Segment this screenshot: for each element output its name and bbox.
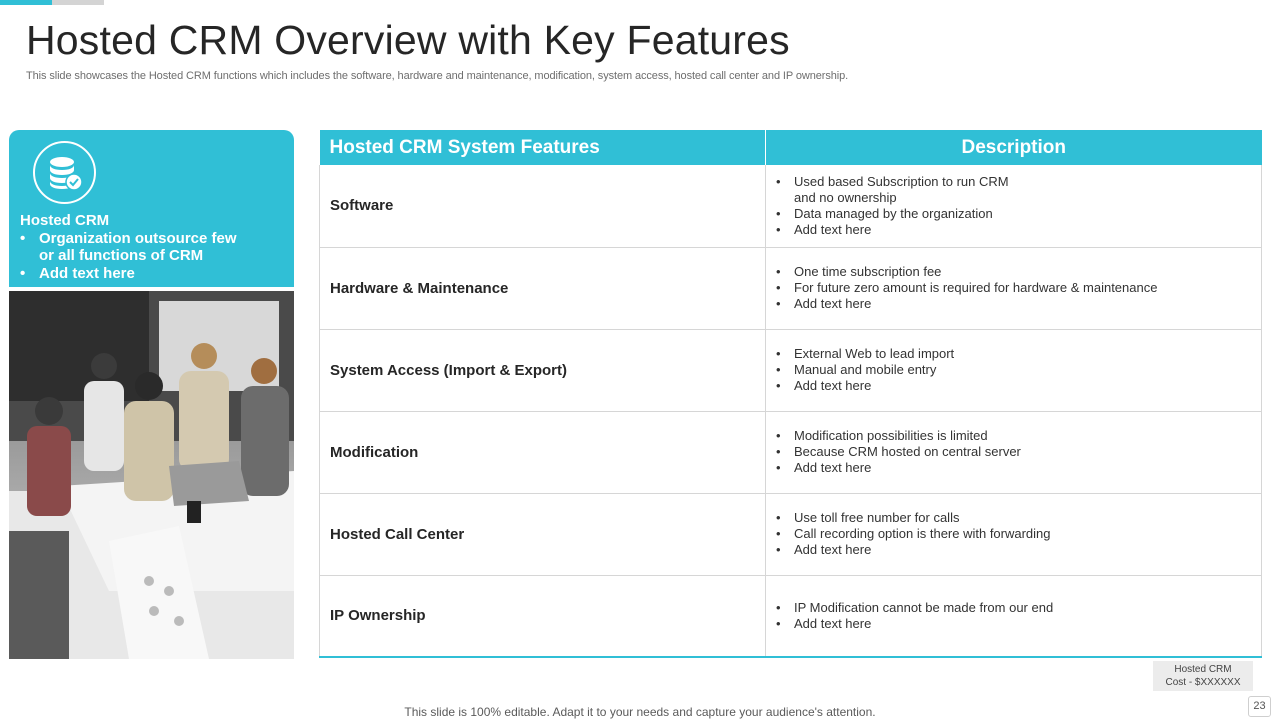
header-description: Description: [766, 130, 1262, 165]
slide-title: Hosted CRM Overview with Key Features: [26, 17, 790, 63]
panel-bullet: • Organization outsource few or all functions of CRM: [20, 230, 250, 264]
description-cell: [766, 329, 1262, 411]
description-cell: [766, 247, 1262, 329]
description-item: • External Web to lead import: [776, 346, 1261, 362]
top-accent-bar-gray: [52, 0, 104, 5]
description-item: • Because CRM hosted on central server: [776, 444, 1261, 460]
table-row: [320, 247, 1262, 329]
feature-cell: Software: [320, 165, 766, 247]
description-item: • Add text here: [776, 460, 1261, 476]
table-header-row: [320, 130, 1262, 165]
feature-cell: Hardware & Maintenance: [320, 247, 766, 329]
table-row: [320, 493, 1262, 575]
page-number: 23: [1248, 696, 1271, 717]
description-item: • IP Modification cannot be made from our end: [776, 600, 1261, 616]
footer-text: This slide is 100% editable. Adapt it to your needs and capture your audience's attention.: [404, 705, 876, 719]
description-item: • Add text here: [776, 296, 1261, 312]
description-item: • Add text here: [776, 616, 1261, 632]
cost-label-line2: Cost - $XXXXXX: [1165, 677, 1241, 688]
features-table: [319, 130, 1262, 658]
feature-cell: IP Ownership: [320, 575, 766, 657]
description-item: • Modification possibilities is limited: [776, 428, 1261, 444]
table-row: [320, 329, 1262, 411]
header-features: Hosted CRM System Features: [320, 130, 766, 165]
table-row: [320, 575, 1262, 657]
team-meeting-photo: [9, 291, 294, 659]
feature-cell: Modification: [320, 411, 766, 493]
top-accent-bar: [0, 0, 52, 5]
panel-heading: Hosted CRM: [20, 212, 110, 229]
description-item: • Data managed by the organization: [776, 206, 1261, 222]
description-item: • Call recording option is there with forwarding: [776, 526, 1261, 542]
description-item: • Add text here: [776, 378, 1261, 394]
table-row: [320, 411, 1262, 493]
cost-label-line1: Hosted CRM: [1174, 664, 1232, 675]
description-item: • Used based Subscription to run CRM and no ownership: [776, 174, 1016, 206]
table-row: [320, 165, 1262, 247]
cost-label: [1153, 661, 1253, 691]
description-cell: [766, 411, 1262, 493]
description-cell: [766, 493, 1262, 575]
description-item: • For future zero amount is required for hardware & maintenance: [776, 280, 1261, 296]
description-item: • Add text here: [776, 542, 1261, 558]
database-check-icon: [33, 141, 96, 204]
panel-bullet: • Add text here: [20, 265, 250, 282]
feature-cell: System Access (Import & Export): [320, 329, 766, 411]
description-item: • Manual and mobile entry: [776, 362, 1261, 378]
panel-bullet-list: [20, 230, 250, 283]
hosted-crm-panel: [9, 130, 294, 287]
slide-subtitle: This slide showcases the Hosted CRM functions which includes the software, hardware and maintenance, modification, system access, hosted call center and IP ownership.: [26, 70, 849, 82]
description-cell: [766, 575, 1262, 657]
description-item: • Use toll free number for calls: [776, 510, 1261, 526]
description-item: • Add text here: [776, 222, 1261, 238]
footer-note: [0, 705, 1280, 719]
description-item: • One time subscription fee: [776, 264, 1261, 280]
feature-cell: Hosted Call Center: [320, 493, 766, 575]
description-cell: [766, 165, 1262, 247]
